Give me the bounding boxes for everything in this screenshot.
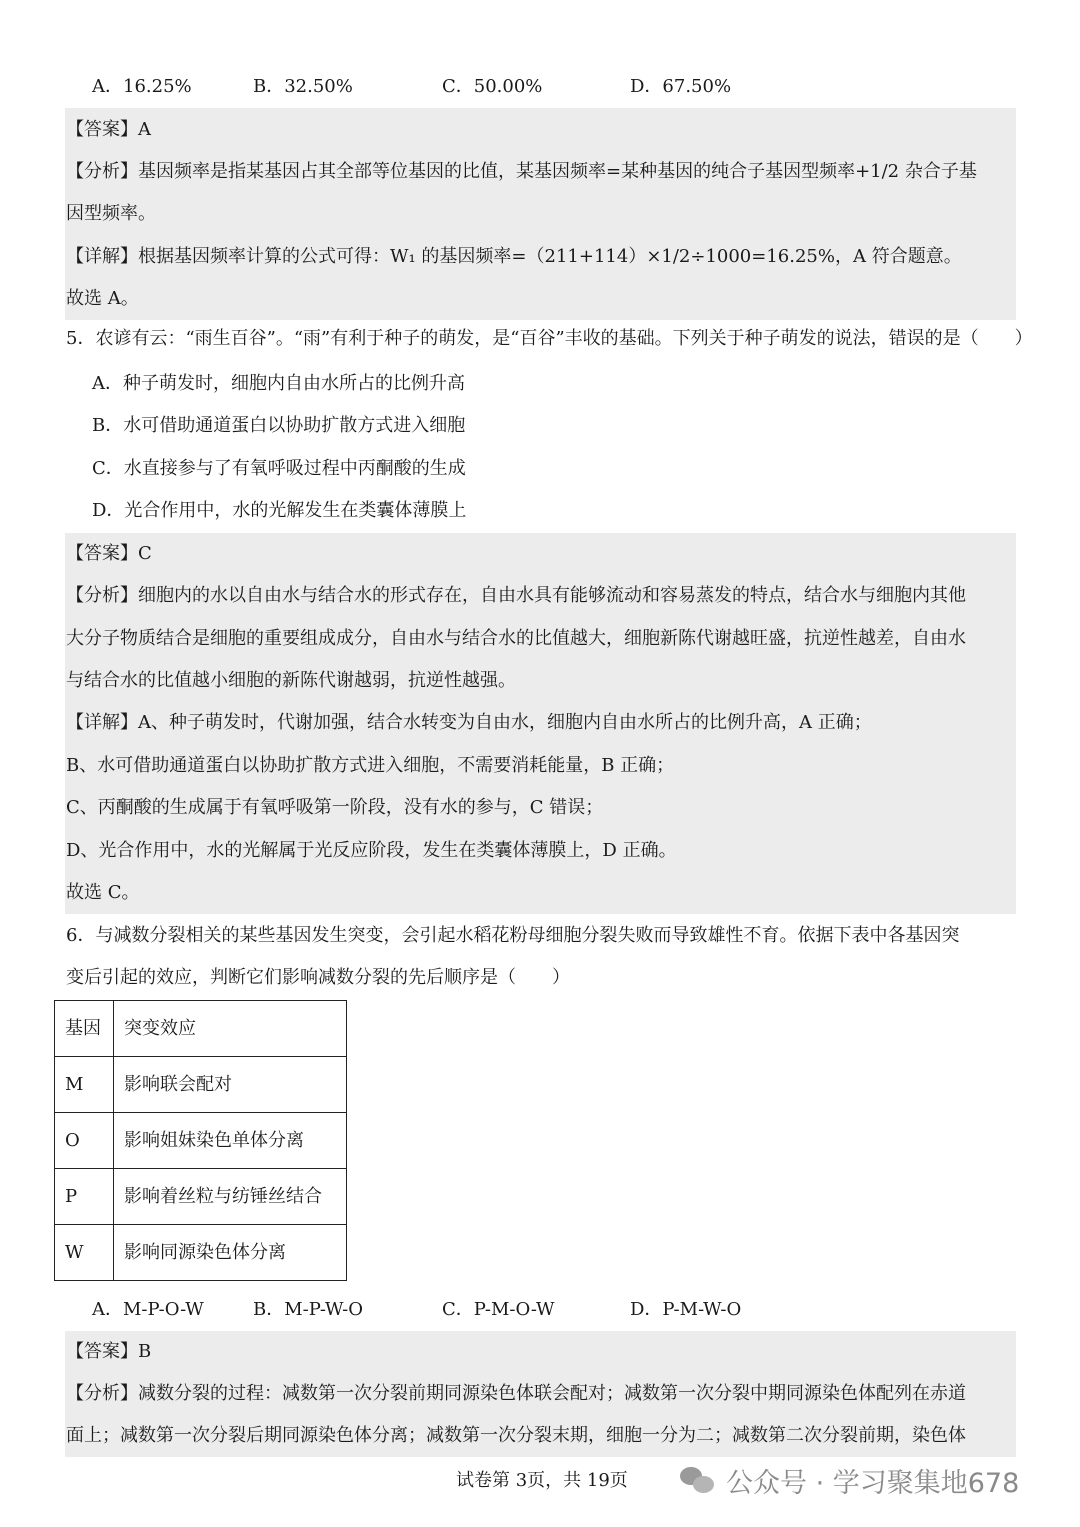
q4-analysis-line-1: 【分析】基因频率是指某基因占其全部等位基因的比值，某基因频率=某种基因的纯合子基因型频率+1/2 杂合子基 xyxy=(66,161,977,182)
table-row xyxy=(55,1169,347,1225)
q6-option-c: C．P-M-O-W xyxy=(442,1299,555,1320)
q5-detail-line-4: D、光合作用中，水的光解属于光反应阶段，发生在类囊体薄膜上，D 正确。 xyxy=(66,840,677,861)
table-cell-gene: M xyxy=(55,1057,114,1113)
q6-analysis-line-1: 【分析】减数分裂的过程：减数第一次分裂前期同源染色体联会配对；减数第一次分裂中期同源染色体配列在赤道 xyxy=(66,1383,966,1404)
q5-detail-line-2: B、水可借助通道蛋白以协助扩散方式进入细胞，不需要消耗能量，B 正确； xyxy=(66,755,675,776)
table-cell-effect: 影响同源染色体分离 xyxy=(114,1225,347,1281)
q5-conclusion: 故选 C。 xyxy=(66,882,140,903)
page-footer: 试卷第 3页，共 19页 xyxy=(456,1470,628,1491)
q4-option-a: A．16.25% xyxy=(92,76,192,97)
q4-option-b: B．32.50% xyxy=(253,76,353,97)
q5-option-a: A．种子萌发时，细胞内自由水所占的比例升高 xyxy=(92,373,465,394)
q4-option-c: C．50.00% xyxy=(442,76,543,97)
q6-option-a: A．M-P-O-W xyxy=(92,1299,204,1320)
q5-stem: 5．农谚有云：“雨生百谷”。“雨”有利于种子的萌发，是“百谷”丰收的基础。下列关于种子萌发的说法，错误的是（ ） xyxy=(66,328,1033,349)
q4-answer-block xyxy=(65,108,1016,320)
q5-detail-line-3: C、丙酮酸的生成属于有氧呼吸第一阶段，没有水的参与，C 错误； xyxy=(66,797,604,818)
table-cell-gene: W xyxy=(55,1225,114,1281)
q6-answer: 【答案】B xyxy=(66,1341,152,1362)
q4-answer: 【答案】A xyxy=(66,119,151,140)
gene-effect-table xyxy=(54,1000,347,1281)
q6-stem-line-1: 6．与减数分裂相关的某些基因发生突变，会引起水稻花粉母细胞分裂失败而导致雄性不育。依据下表中各基因突 xyxy=(66,925,960,946)
watermark-text: 公众号 · 学习聚集地678 xyxy=(726,1467,1020,1499)
q6-option-d: D．P-M-W-O xyxy=(630,1299,742,1320)
q5-analysis-line-3: 与结合水的比值越小细胞的新陈代谢越弱，抗逆性越强。 xyxy=(66,670,516,691)
table-header-gene: 基因 xyxy=(55,1001,114,1057)
watermark xyxy=(680,1460,1019,1500)
q5-answer: 【答案】C xyxy=(66,543,152,564)
table-cell-gene: O xyxy=(55,1113,114,1169)
table-cell-effect: 影响姐妹染色单体分离 xyxy=(114,1113,347,1169)
q6-analysis-line-2: 面上；减数第一次分裂后期同源染色体分离；减数第一次分裂末期，细胞一分为二；减数第二次分裂前期，染色体 xyxy=(66,1425,966,1446)
q6-option-b: B．M-P-W-O xyxy=(253,1299,363,1320)
q4-conclusion: 故选 A。 xyxy=(66,288,139,309)
q5-analysis-line-2: 大分子物质结合是细胞的重要组成成分，自由水与结合水的比值越大，细胞新陈代谢越旺盛，抗逆性越差，自由水 xyxy=(66,628,966,649)
q4-option-d: D．67.50% xyxy=(630,76,732,97)
q5-option-b: B．水可借助通道蛋白以协助扩散方式进入细胞 xyxy=(92,415,466,436)
q6-stem-line-2: 变后引起的效应，判断它们影响减数分裂的先后顺序是（ ） xyxy=(66,967,570,988)
table-cell-effect: 影响着丝粒与纺锤丝结合 xyxy=(114,1169,347,1225)
q5-option-c: C．水直接参与了有氧呼吸过程中丙酮酸的生成 xyxy=(92,458,466,479)
table-cell-gene: P xyxy=(55,1169,114,1225)
q4-analysis-line-2: 因型频率。 xyxy=(66,203,156,224)
table-header-row xyxy=(55,1001,347,1057)
q5-detail-line-1: 【详解】A、种子萌发时，代谢加强，结合水转变为自由水，细胞内自由水所占的比例升高，A 正确； xyxy=(66,712,872,733)
table-row xyxy=(55,1225,347,1281)
table-row xyxy=(55,1113,347,1169)
table-row xyxy=(55,1057,347,1113)
wechat-logo-icon xyxy=(680,1465,716,1495)
table-cell-effect: 影响联会配对 xyxy=(114,1057,347,1113)
q5-option-d: D．光合作用中，水的光解发生在类囊体薄膜上 xyxy=(92,500,467,521)
table-header-effect: 突变效应 xyxy=(114,1001,347,1057)
q4-detail: 【详解】根据基因频率计算的公式可得：W₁ 的基因频率=（211+114）×1/2÷1000=16.25%，A 符合题意。 xyxy=(66,246,962,267)
q5-analysis-line-1: 【分析】细胞内的水以自由水与结合水的形式存在，自由水具有能够流动和容易蒸发的特点，结合水与细胞内其他 xyxy=(66,585,966,606)
